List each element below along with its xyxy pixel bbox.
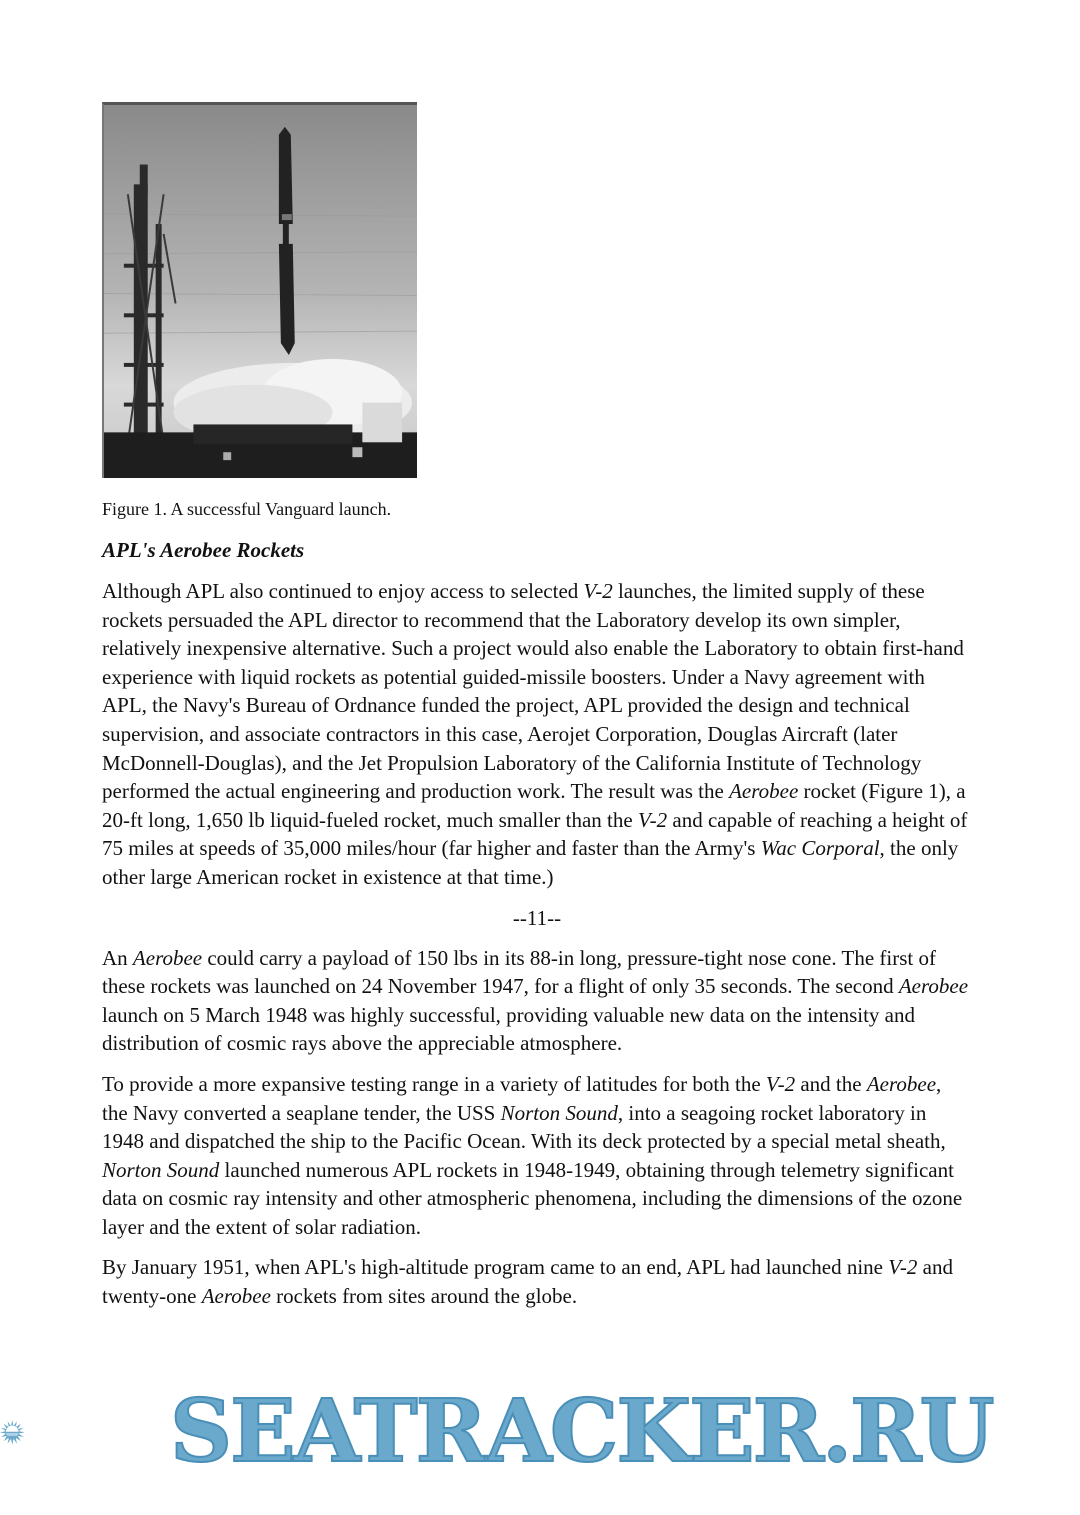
paragraph-4: By January 1951, when APL's high-altitude program came to an end, APL had launched nine V-2 and twenty-one Aerobee rockets from sites around the globe.: [102, 1255, 953, 1309]
figure-caption: Figure 1. A successful Vanguard launch.: [102, 499, 392, 519]
section-heading: APL's Aerobee Rockets: [102, 538, 305, 562]
sun-burst-icon: [0, 1350, 170, 1515]
paragraph-1: Although APL also continued to enjoy access to selected V-2 launches, the limited supply of these rockets persuaded the APL director to recommend that the Laboratory develop its own simpler, relatively inexpensive alternative. Such a project would also enable the Laboratory to obtain first-hand experience with liquid rockets as potential guided-missile boosters. Under a Navy agreement with APL, the Navy's Bureau of Ordnance funded the project, APL provided the design and technical supervision, and associate contractors in this case, Aerojet Corporation, Douglas Aircraft (later McDonnell-Douglas), and the Jet Propulsion Laboratory of the California Institute of Technology performed the actual engineering and production work. The result was the Aerobee rocket (Figure 1), a 20-ft long, 1,650 lb liquid-fueled rocket, much smaller than the V-2 and capable of reaching a height of 75 miles at speeds of 35,000 miles/hour (far higher and faster than the Army's Wac Corporal, the only other large American rocket in existence at that time.): [102, 579, 968, 889]
watermark-text: SEATRACKER.RU: [170, 1381, 993, 1482]
paragraph-2: An Aerobee could carry a payload of 150 lbs in its 88-in long, pressure-tight nose cone. The first of these rockets was launched on 24 November 1947, for a flight of only 35 seconds. The second Aerobee launch on 5 March 1948 was highly successful, providing valuable new data on the intensity and distribution of cosmic rays above the appreciable atmosphere.: [102, 945, 969, 1056]
page-number: --11--: [512, 905, 562, 930]
vanguard-launch-photo: [102, 102, 417, 478]
document-page: [102, 102, 972, 1311]
paragraph-3: To provide a more expansive testing range in a variety of latitudes for both the V-2 and the Aerobee, the Navy converted a seaplane tender, the USS Norton Sound, into a seagoing rocket laboratory in 1948 and dispatched the ship to the Pacific Ocean. With its deck protected by a special metal sheath, Norton Sound launched numerous APL rockets in 1948-1949, obtaining through telemetry significant data on cosmic ray intensity and other atmospheric phenomena, including the dimensions of the ozone layer and the extent of solar radiation.: [102, 1071, 963, 1239]
